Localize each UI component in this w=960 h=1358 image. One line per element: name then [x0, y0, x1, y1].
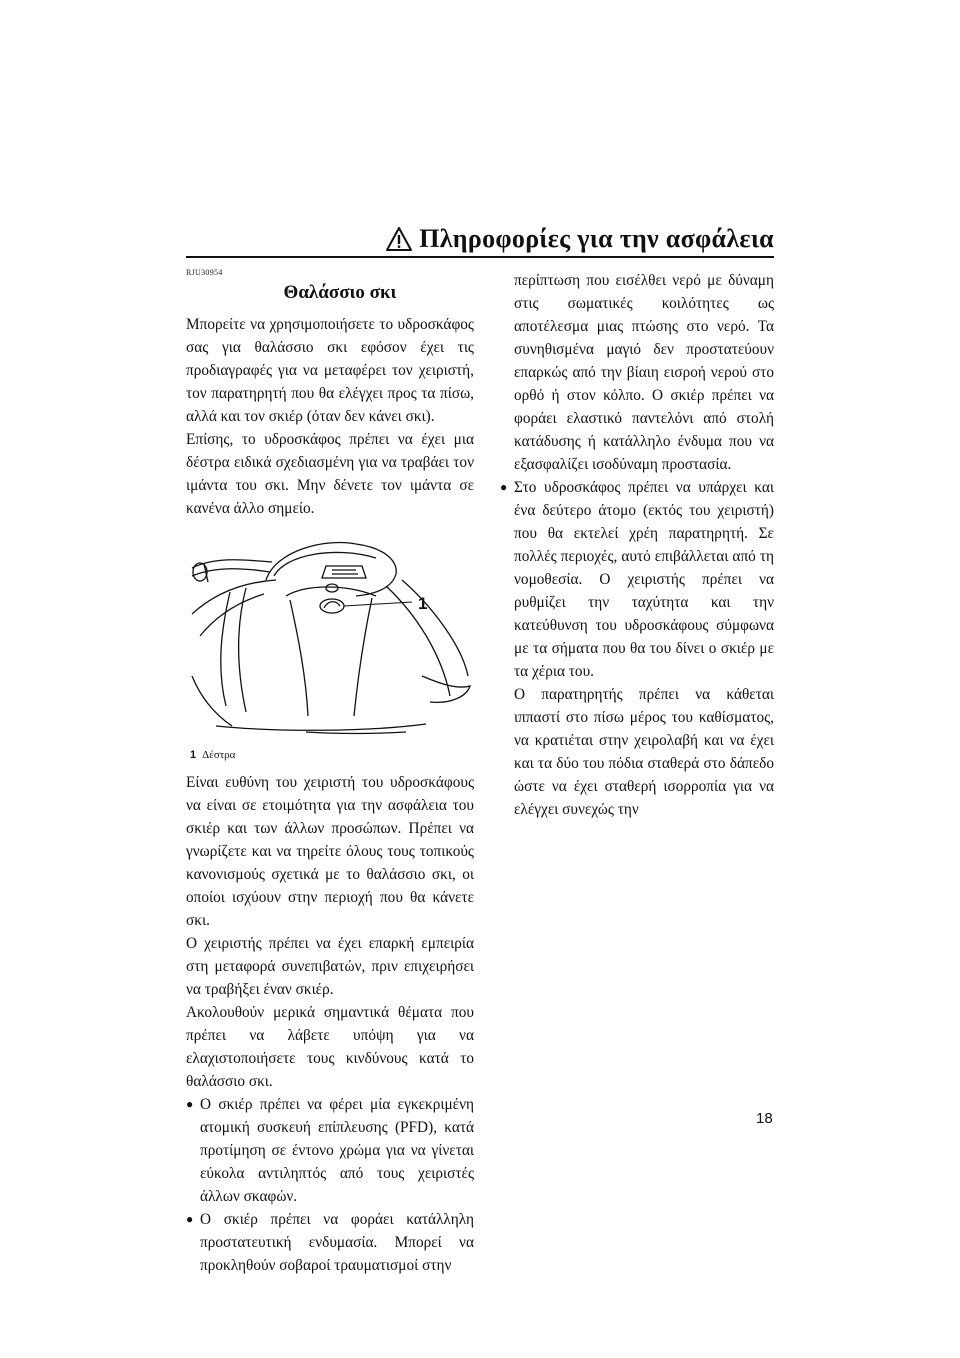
- body-paragraph-1: Είναι ευθύνη του χειριστή του υδροσκάφους να είναι σε ετοιμότητα για την ασφάλεια του σκιέρ και των άλλων προσώπων. Πρέπει να γνωρίζετε και να τηρείτε όλους τους τοπικούς κανονισμούς σχετικά με το θαλάσσιο σκι, οι οποίοι ισχύουν στην περιοχή που θα κάνετε σκι.: [186, 774, 474, 929]
- section-title: Θαλάσσιο σκι: [283, 282, 397, 303]
- tow-hook-figure: [186, 536, 474, 740]
- left-column: [186, 268, 474, 1277]
- bullet-text: Ο σκιέρ πρέπει να φέρει μία εγκεκριμένη ατομική συσκευή επίπλευσης (PFD), κατά προτίμηση σε έντονο χρώμα για να γίνεται εύκολα αντιληπτός από τους χειριστές άλλων σκαφών.: [200, 1096, 474, 1205]
- bullet-dot-icon: ●: [186, 1212, 194, 1226]
- bullet-dot-icon: ●: [500, 480, 508, 494]
- page-header: [186, 224, 774, 258]
- bullet-dot-icon: ●: [186, 1097, 194, 1111]
- bullet-item-clothing: [186, 1208, 474, 1277]
- tow-hook-paragraph: Επίσης, το υδροσκάφος πρέπει να έχει μια δέστρα ειδικά σχεδιασμένη για να τραβάει τον ιμάντα του σκι. Μην δένετε τον ιμάντα σε κανένα άλλο σημείο.: [186, 431, 474, 517]
- intro-paragraph: Μπορείτε να χρησιμοποιήσετε το υδροσκάφος σας για θαλάσσιο σκι εφόσον έχει τις προδιαγραφές για να μεταφέρει τον χειριστή, τον παρατηρητή που θα ελέγχει προς τα πίσω, αλλά και τον σκιέρ (όταν δεν κάνει σκι).: [186, 316, 474, 425]
- bullet-item-pfd: [186, 1093, 474, 1208]
- caption-number: 1: [190, 749, 197, 761]
- section-code: RJU30954: [186, 268, 223, 277]
- caption-text: Δέστρα: [202, 749, 236, 761]
- page-number: 18: [756, 1110, 773, 1127]
- body-paragraph-2: Ο χειριστής πρέπει να έχει επαρκή εμπειρία στη μεταφορά συνεπιβατών, πριν επιχειρήσει να τραβήξει έναν σκιέρ.: [186, 935, 474, 998]
- bullet-continuation: περίπτωση που εισέλθει νερό με δύναμη στις σωματικές κοιλότητες ως αποτέλεσμα μιας πτώσης στο νερό. Τα συνηθισμένα μαγιό δεν προστατεύουν επαρκώς από την βίαιη εισροή νερού στο ορθό ή στον κόλπο. Ο σκιέρ πρέπει να φοράει ελαστικό παντελόνι από στολή κατάδυσης ή κατάλληλο ένδυμα που να εξασφαλίζει ισοδύναμη προστασία.: [514, 272, 774, 473]
- warning-triangle-icon: [385, 226, 413, 252]
- body-paragraph-3: Ακολουθούν μερικά σημαντικά θέματα που πρέπει να λάβετε υπόψη για να ελαχιστοποιήσετε τους κινδύνους κατά το θαλάσσιο σκι.: [186, 1004, 474, 1090]
- watercraft-rear-illustration: [186, 536, 474, 740]
- observer-paragraph: Ο παρατηρητής πρέπει να κάθεται ιππαστί στο πίσω μέρος του καθίσματος, να κρατιέται στην χειρολαβή και να έχει και τα δύο του πόδια σταθερά στο δάπεδο ώστε να έχει σταθερή ισορροπία για να ελέγχει συνεχώς την: [514, 686, 774, 818]
- header-title: Πληροφορίες για την ασφάλεια: [419, 224, 774, 253]
- right-column: [500, 269, 774, 821]
- bullet-text: Ο σκιέρ πρέπει να φοράει κατάλληλη προστατευτική ενδυμασία. Μπορεί να προκληθούν σοβαροί τραυματισμοί στην: [200, 1211, 474, 1274]
- bullet-item-observer: [500, 476, 774, 683]
- header-inner: [385, 224, 774, 256]
- figure-caption: [190, 748, 474, 762]
- bullet-text: Στο υδροσκάφος πρέπει να υπάρχει και ένα δεύτερο άτομο (εκτός του χειριστή) που θα εκτελεί χρέη παρατηρητή. Σε πολλές περιοχές, αυτό επιβάλλεται από τη νομοθεσία. Ο χειριστής πρέπει να ρυθμίζει την ταχύτητα και την κατεύθυνση του υδροσκάφους σύμφωνα με τα σήματα που θα του δίνει ο σκιέρ με τα χέρια του.: [514, 479, 774, 680]
- figure-callout-number: 1: [418, 594, 428, 613]
